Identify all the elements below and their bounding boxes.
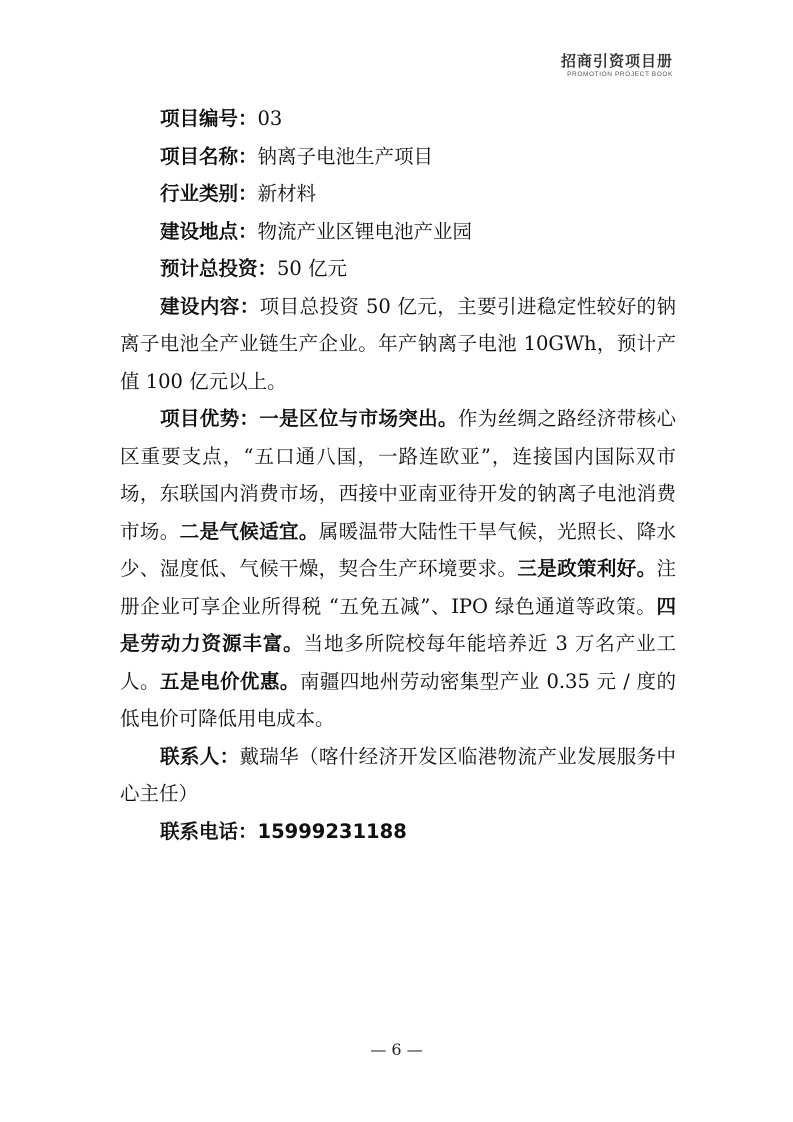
- project-name-line: [120, 138, 676, 176]
- investment-value: 50 亿元: [277, 257, 348, 280]
- advantage-text-3: 注册企业可享企业所得税 “五免五减”、IPO 绿色通道等政策。: [120, 557, 676, 618]
- project-name-label: 项目名称：: [160, 144, 258, 168]
- contact-person-label: 联系人：: [160, 744, 240, 768]
- advantage-heading-5: 五是电价优惠。: [159, 669, 300, 693]
- contact-person-line: [120, 738, 676, 813]
- industry-line: [120, 175, 676, 213]
- header-title: 招商引资项目册: [560, 52, 673, 70]
- industry-value: 新材料: [257, 182, 317, 205]
- industry-label: 行业类别：: [160, 182, 258, 205]
- advantage-heading-1: 一是区位与市场突出。: [259, 407, 458, 430]
- advantage-heading-3: 三是政策利好。: [517, 557, 657, 580]
- header-subtitle: PROMOTION PROJECT BOOK: [567, 71, 673, 78]
- project-number-label: 项目编号：: [160, 107, 258, 130]
- advantage-heading-4: 四是劳动力资源丰富。: [120, 594, 676, 655]
- advantages-label: 项目优势：: [160, 407, 260, 430]
- document-body: [120, 100, 676, 850]
- advantage-text-1: 作为丝绸之路经济带核心区重要支点，“五口通八国，一路连欧亚”，连接国内国际双市场，东联国内消费市场，西接中亚南亚待开发的钠离子电池消费市场。: [120, 407, 676, 543]
- contact-phone-label: 联系电话：: [160, 819, 258, 843]
- advantage-text-4: 当地多所院校每年能培养近 3 万名产业工人。: [120, 632, 676, 693]
- contact-phone-line: [120, 813, 676, 851]
- advantage-text-2: 属暖温带大陆性干旱气候，光照长、降水少、湿度低、气候干燥，契合生产环境要求。: [120, 519, 676, 580]
- contact-person-value: 戴瑞华（喀什经济开发区临港物流产业发展服务中心主任）: [120, 744, 676, 805]
- project-name-value: 钠离子电池生产项目: [257, 144, 434, 168]
- project-number-value: 03: [257, 107, 283, 130]
- project-number-line: [120, 100, 676, 138]
- advantages-paragraph: [120, 400, 676, 738]
- contact-phone-value: 15999231188: [257, 819, 407, 843]
- page-header: [561, 52, 673, 80]
- advantage-text-5: 南疆四地州劳动密集型产业 0.35 元 / 度的低电价可降低用电成本。: [120, 669, 676, 730]
- construction-content-label: 建设内容：: [160, 294, 260, 318]
- location-line: [120, 213, 676, 251]
- advantage-heading-2: 二是气候适宜。: [179, 519, 319, 543]
- construction-content-text: 项目总投资 50 亿元，主要引进稳定性较好的钠离子电池全产业链生产企业。年产钠离子电池 10GWh，预计产值 100 亿元以上。: [120, 294, 676, 393]
- investment-label: 预计总投资：: [160, 257, 278, 280]
- location-label: 建设地点：: [160, 219, 258, 243]
- page-number: — 6 —: [370, 1040, 423, 1059]
- location-value: 物流产业区锂电池产业园: [257, 219, 473, 243]
- investment-line: [120, 250, 676, 288]
- construction-content-paragraph: [120, 288, 676, 401]
